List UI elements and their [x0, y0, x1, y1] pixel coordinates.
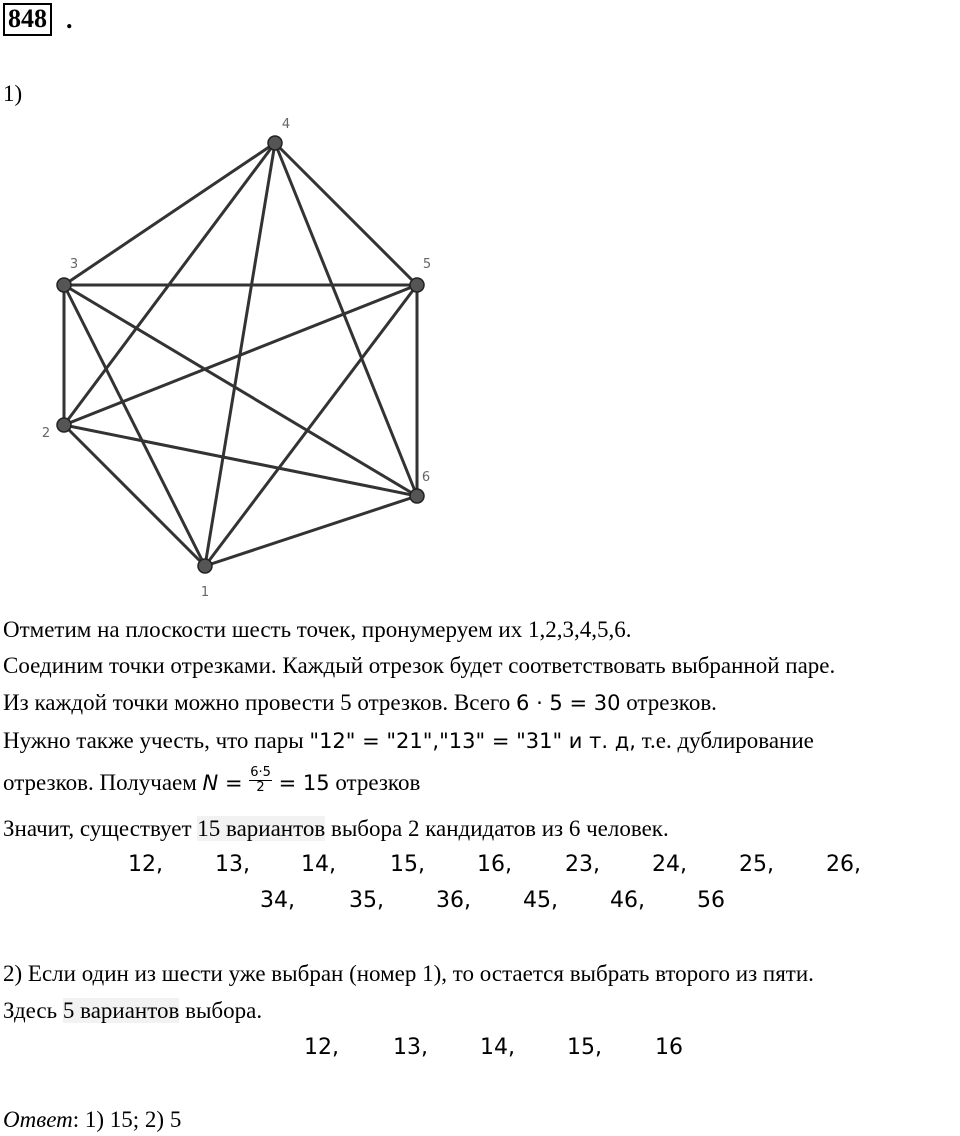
text-line-4-b: т.е. дублирование [635, 728, 814, 753]
edge-3-4 [64, 143, 275, 285]
vertex-label-6: 6 [421, 470, 431, 485]
text-line-5-a: отрезков. Получаем [3, 770, 203, 795]
pair-item: 24, [652, 852, 687, 877]
text-line-3 [3, 689, 717, 717]
part2-line-1: 2) Если один из шести уже выбран (номер 1), то остается выбрать второго из пяти. [3, 961, 814, 986]
text-line-4 [3, 727, 814, 755]
text-line-3-a: Из каждой точки можно провести 5 отрезков. Всего [3, 690, 517, 715]
pair-item: 45, [523, 888, 558, 913]
vertex-label-4: 4 [281, 117, 291, 132]
answer-label: Ответ [3, 1107, 73, 1132]
fraction-denominator: 2 [256, 780, 265, 796]
vertex-label-2: 2 [41, 426, 51, 441]
pair-item: 12, [304, 1035, 339, 1060]
vertex-label-1: 1 [200, 585, 210, 600]
pair-item: 14, [480, 1035, 515, 1060]
pair-item: 23, [565, 852, 600, 877]
pair-item: 46, [610, 888, 645, 913]
problem-number-dot: . [66, 5, 73, 34]
text-line-5-eq: = [218, 771, 250, 795]
part2-line-2 [3, 997, 262, 1025]
text-line-4-math: "12" = "21","13" = "31" и т. д, [309, 729, 636, 753]
pair-item: 34, [260, 888, 295, 913]
text-line-3-math: 6 ⋅ 5 = 30 [516, 691, 621, 715]
vertex-label-5: 5 [422, 257, 432, 272]
answer-line [3, 1106, 181, 1134]
text-line-5 [3, 765, 421, 799]
text-line-3-b: отрезков. [620, 690, 717, 715]
pair-item: 12, [128, 852, 163, 877]
part2-line-2-a: Здесь [3, 998, 63, 1023]
fraction [249, 766, 272, 795]
pair-item: 13, [215, 852, 250, 877]
pair-item: 25, [739, 852, 774, 877]
pair-item: 13, [393, 1035, 428, 1060]
vertex-1 [198, 559, 212, 573]
vertex-2 [57, 418, 71, 432]
vertex-4 [268, 136, 282, 150]
highlight-5-variants: 5 вариантов [62, 998, 180, 1023]
text-line-6-b: выбора 2 кандидатов из 6 человек. [325, 816, 669, 841]
pair-item: 16 [655, 1035, 683, 1060]
text-line-1: Отметим на плоскости шесть точек, пронумеруем их 1,2,3,4,5,6. [3, 617, 632, 642]
edge-2-6 [64, 425, 417, 496]
pair-item: 26, [826, 852, 861, 877]
text-line-4-a: Нужно также учесть, что пары [3, 728, 310, 753]
complete-graph-k6 [0, 110, 460, 600]
edge-4-5 [275, 143, 417, 285]
text-line-5-b: отрезков [329, 770, 421, 795]
vertex-3 [57, 278, 71, 292]
vertex-5 [410, 278, 424, 292]
pair-item: 56 [697, 888, 725, 913]
text-line-5-n: N [202, 771, 219, 795]
pair-item: 15, [567, 1035, 602, 1060]
highlight-15-variants: 15 вариантов [197, 816, 326, 841]
pair-item: 16, [477, 852, 512, 877]
edge-1-6 [205, 496, 417, 566]
pair-item: 14, [301, 852, 336, 877]
part2-line-2-b: выбора. [179, 998, 263, 1023]
pair-item: 15, [390, 852, 425, 877]
vertex-6 [410, 489, 424, 503]
problem-number: 848 [3, 3, 52, 36]
text-line-5-math: = 15 [271, 771, 330, 795]
vertex-label-3: 3 [69, 257, 79, 272]
answer-text: : 1) 15; 2) 5 [72, 1107, 182, 1132]
pair-item: 36, [436, 888, 471, 913]
fraction-numerator: 6·5 [250, 765, 271, 781]
pair-item: 35, [349, 888, 384, 913]
text-line-6 [3, 815, 669, 843]
text-line-2: Соединим точки отрезками. Каждый отрезок будет соответствовать выбранной паре. [3, 653, 836, 678]
edge-1-2 [64, 425, 205, 566]
part1-label: 1) [3, 81, 23, 106]
text-line-6-a: Значит, существует [3, 816, 198, 841]
